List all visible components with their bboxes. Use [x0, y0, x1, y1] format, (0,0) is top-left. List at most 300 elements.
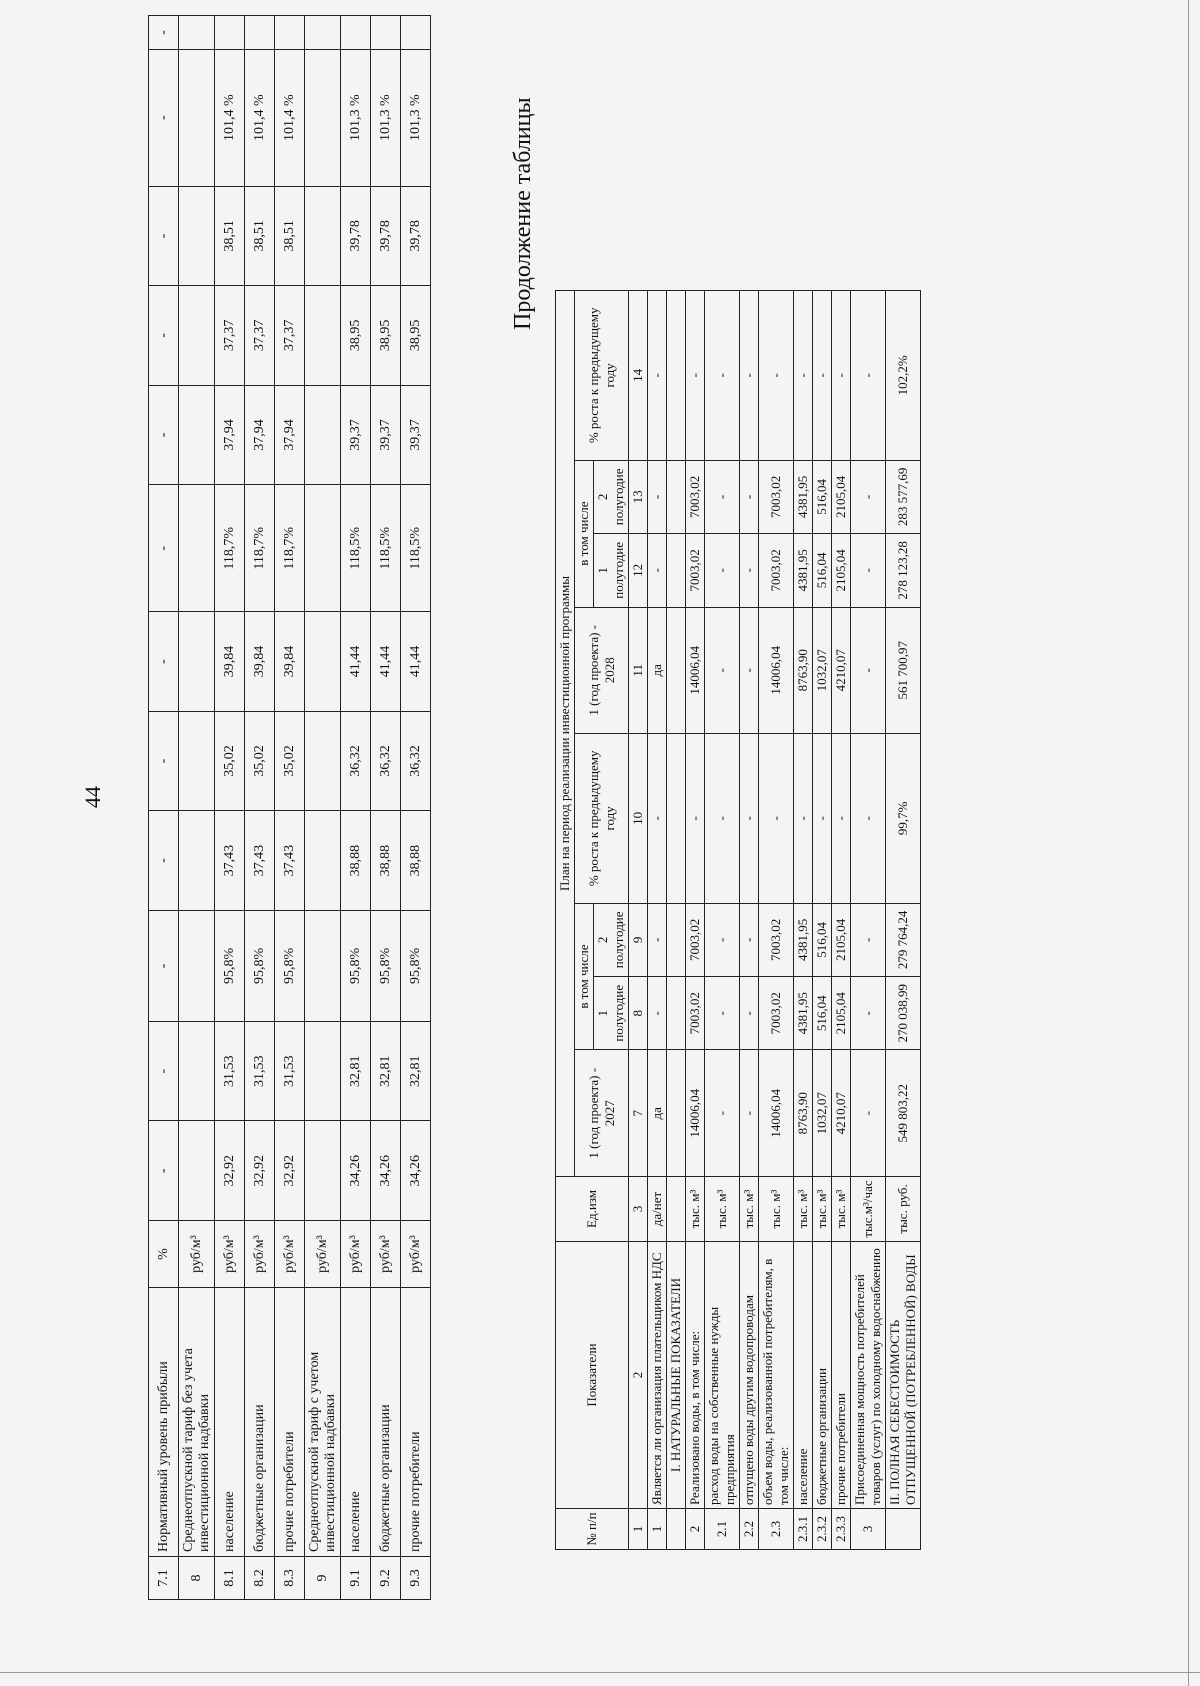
row-name: прочие потребители: [832, 1242, 851, 1509]
value-cell: -: [149, 485, 179, 612]
value-cell: [305, 385, 341, 485]
value-cell: 38,51: [275, 186, 305, 286]
row-unit: тыс. м³: [759, 1177, 794, 1242]
value-cell: -: [686, 291, 705, 461]
value-cell: 34,26: [401, 1121, 431, 1221]
table-row: [886, 291, 921, 1550]
value-cell: 7003,02: [759, 534, 794, 607]
value-cell: [667, 903, 686, 976]
row-number: 8.3: [275, 1557, 305, 1600]
value-cell: 102,2%: [886, 291, 921, 461]
row-number: 2.1: [705, 1509, 740, 1550]
value-cell: -: [851, 903, 886, 976]
value-cell: [179, 485, 215, 612]
table-row: [832, 291, 851, 1550]
table-row: [851, 291, 886, 1550]
value-cell: -: [851, 977, 886, 1050]
header-plan: План на период реализации инвестиционной программы: [556, 291, 575, 1177]
value-cell: [667, 1050, 686, 1177]
value-cell: -: [705, 977, 740, 1050]
row-number: 9.3: [401, 1557, 431, 1600]
value-cell: -: [648, 977, 667, 1050]
row-unit: руб/м³: [215, 1221, 245, 1288]
value-cell: [667, 534, 686, 607]
value-cell: [179, 1021, 215, 1121]
value-cell: [305, 910, 341, 1021]
value-cell: -: [851, 734, 886, 904]
value-cell: -: [740, 1050, 759, 1177]
value-cell: -: [740, 291, 759, 461]
table-row: [371, 16, 401, 1600]
value-cell: -: [740, 734, 759, 904]
value-cell: да: [648, 1050, 667, 1177]
header-half-1: 1 полугодие: [594, 977, 629, 1050]
row-unit: тыс. м³: [740, 1177, 759, 1242]
row-unit: руб/м³: [275, 1221, 305, 1288]
value-cell: 7003,02: [686, 534, 705, 607]
value-cell: 118,7%: [245, 485, 275, 612]
row-name: Среднеотпускной тариф с учетом инвестиционной надбавки: [305, 1288, 341, 1557]
value-cell: 37,43: [215, 811, 245, 911]
value-cell: 37,37: [275, 286, 305, 386]
row-unit: тыс. м³: [813, 1177, 832, 1242]
table-row: [215, 16, 245, 1600]
value-cell: -: [851, 534, 886, 607]
value-cell: [305, 1121, 341, 1221]
value-cell: -: [794, 734, 813, 904]
page-edge: [0, 1672, 1200, 1673]
row-name: население: [215, 1288, 245, 1557]
row-name: Реализовано воды, в том числе:: [686, 1242, 705, 1509]
value-cell: -: [813, 291, 832, 461]
table-row: [648, 291, 667, 1550]
value-cell: -: [705, 903, 740, 976]
value-cell: 39,37: [371, 385, 401, 485]
value-cell: -: [705, 607, 740, 734]
row-name: Нормативный уровень прибыли: [149, 1288, 179, 1557]
value-cell: 36,32: [371, 711, 401, 811]
table-row: [667, 291, 686, 1550]
value-cell: 41,44: [371, 612, 401, 712]
value-cell: 95,8%: [245, 910, 275, 1021]
value-cell: 118,7%: [215, 485, 245, 612]
value-cell: 283 577,69: [886, 460, 921, 533]
header-year-2028: 1 (год проекта) - 2028: [575, 607, 629, 734]
value-cell: 4381,95: [794, 977, 813, 1050]
value-cell: 516,04: [813, 903, 832, 976]
value-cell: 516,04: [813, 534, 832, 607]
header-num: № п/п: [556, 1509, 629, 1550]
row-name: отпущено воды другим водопроводам: [740, 1242, 759, 1509]
value-cell: 39,37: [341, 385, 371, 485]
value-cell: 7003,02: [759, 977, 794, 1050]
value-cell: 32,92: [215, 1121, 245, 1221]
value-cell: 7003,02: [686, 977, 705, 1050]
value-cell: 34,26: [371, 1121, 401, 1221]
value-cell: 38,95: [341, 286, 371, 386]
row-number: 7.1: [149, 1557, 179, 1600]
row-number: 2.3: [759, 1509, 794, 1550]
table-row: [686, 291, 705, 1550]
column-number: 1: [629, 1509, 648, 1550]
section-title: I. НАТУРАЛЬНЫЕ ПОКАЗАТЕЛИ: [667, 1242, 686, 1509]
row-number: 1: [648, 1509, 667, 1550]
column-number: 2: [629, 1242, 648, 1509]
value-cell: [179, 49, 215, 186]
value-cell: [305, 286, 341, 386]
value-cell: -: [149, 286, 179, 386]
value-cell: -: [149, 186, 179, 286]
value-cell: [667, 460, 686, 533]
row-name: прочие потребители: [275, 1288, 305, 1557]
table-row: [705, 291, 740, 1550]
value-cell: 7003,02: [686, 903, 705, 976]
value-cell: [179, 711, 215, 811]
value-cell: 39,78: [341, 186, 371, 286]
value-cell: [401, 16, 431, 50]
value-cell: 14006,04: [759, 1050, 794, 1177]
value-cell: -: [149, 811, 179, 911]
row-unit: тыс. м³: [686, 1177, 705, 1242]
row-number: [886, 1509, 921, 1550]
value-cell: -: [149, 49, 179, 186]
row-name: бюджетные организации: [813, 1242, 832, 1509]
value-cell: 38,51: [215, 186, 245, 286]
column-number: 7: [629, 1050, 648, 1177]
value-cell: 95,8%: [275, 910, 305, 1021]
value-cell: 32,81: [341, 1021, 371, 1121]
row-number: [667, 1509, 686, 1550]
value-cell: [275, 16, 305, 50]
value-cell: -: [740, 460, 759, 533]
value-cell: 516,04: [813, 977, 832, 1050]
value-cell: 7003,02: [759, 460, 794, 533]
row-number: 9.1: [341, 1557, 371, 1600]
value-cell: 4210,07: [832, 1050, 851, 1177]
value-cell: -: [832, 291, 851, 461]
value-cell: 35,02: [275, 711, 305, 811]
value-cell: 38,95: [371, 286, 401, 386]
header-growth: % роста к предыдущему году: [575, 291, 629, 461]
value-cell: 38,88: [341, 811, 371, 911]
row-number: 3: [851, 1509, 886, 1550]
value-cell: 37,94: [245, 385, 275, 485]
value-cell: -: [740, 607, 759, 734]
row-name: население: [794, 1242, 813, 1509]
value-cell: -: [740, 977, 759, 1050]
value-cell: -: [648, 903, 667, 976]
value-cell: 32,81: [371, 1021, 401, 1121]
row-name: население: [341, 1288, 371, 1557]
table-row: [740, 291, 759, 1550]
row-unit: тыс. м³: [794, 1177, 813, 1242]
header-half-1: 1 полугодие: [594, 534, 629, 607]
value-cell: 118,5%: [341, 485, 371, 612]
value-cell: -: [813, 734, 832, 904]
value-cell: 7003,02: [759, 903, 794, 976]
row-name: Среднеотпускной тариф без учета инвестиционной надбавки: [179, 1288, 215, 1557]
value-cell: [215, 16, 245, 50]
value-cell: -: [794, 291, 813, 461]
value-cell: [179, 385, 215, 485]
value-cell: -: [851, 1050, 886, 1177]
table-row: [149, 16, 179, 1600]
value-cell: 14006,04: [686, 607, 705, 734]
value-cell: -: [149, 612, 179, 712]
value-cell: 37,43: [275, 811, 305, 911]
value-cell: 4210,07: [832, 607, 851, 734]
row-number: 2.2: [740, 1509, 759, 1550]
value-cell: 37,43: [245, 811, 275, 911]
row-name: прочие потребители: [401, 1288, 431, 1557]
value-cell: -: [759, 291, 794, 461]
column-number: 3: [629, 1177, 648, 1242]
row-unit: руб/м³: [305, 1221, 341, 1288]
header-half-2: 2 полугодие: [594, 903, 629, 976]
value-cell: -: [740, 903, 759, 976]
value-cell: 38,95: [401, 286, 431, 386]
value-cell: 39,84: [275, 612, 305, 712]
value-cell: -: [149, 711, 179, 811]
value-cell: 95,8%: [215, 910, 245, 1021]
value-cell: -: [851, 607, 886, 734]
header-year-2027: 1 (год проекта) - 2027: [575, 1050, 629, 1177]
row-number: 9: [305, 1557, 341, 1600]
value-cell: 32,81: [401, 1021, 431, 1121]
row-name: II. ПОЛНАЯ СЕБЕСТОИМОСТЬ ОТПУЩЕННОЙ (ПОТРЕБЛЕННОЙ) ВОДЫ: [886, 1242, 921, 1509]
value-cell: да: [648, 607, 667, 734]
value-cell: 32,92: [245, 1121, 275, 1221]
value-cell: 31,53: [245, 1021, 275, 1121]
value-cell: 41,44: [401, 612, 431, 712]
value-cell: 2105,04: [832, 977, 851, 1050]
value-cell: 39,37: [401, 385, 431, 485]
page-number: 44: [80, 786, 105, 808]
value-cell: 278 123,28: [886, 534, 921, 607]
value-cell: 2105,04: [832, 460, 851, 533]
page-edge: [1188, 0, 1189, 1686]
row-unit: тыс.м³/час: [851, 1177, 886, 1242]
value-cell: 8763,90: [794, 1050, 813, 1177]
value-cell: 516,04: [813, 460, 832, 533]
value-cell: 2105,04: [832, 903, 851, 976]
continuation-title: Продолжение таблицы: [510, 97, 536, 330]
value-cell: 101,3 %: [371, 49, 401, 186]
value-cell: 549 803,22: [886, 1050, 921, 1177]
row-number: 9.2: [371, 1557, 401, 1600]
value-cell: [179, 186, 215, 286]
value-cell: [305, 16, 341, 50]
upper-table-container: [148, 15, 431, 1600]
row-unit: руб/м³: [245, 1221, 275, 1288]
table-row: [813, 291, 832, 1550]
value-cell: -: [686, 734, 705, 904]
value-cell: 270 038,99: [886, 977, 921, 1050]
value-cell: -: [149, 1021, 179, 1121]
header-incl: в том числе: [575, 460, 594, 607]
value-cell: 1032,07: [813, 607, 832, 734]
value-cell: 31,53: [275, 1021, 305, 1121]
column-number: 14: [629, 291, 648, 461]
value-cell: 1032,07: [813, 1050, 832, 1177]
row-number: 2: [686, 1509, 705, 1550]
value-cell: 39,84: [215, 612, 245, 712]
row-name: объем воды, реализованной потребителям, в том числе:: [759, 1242, 794, 1509]
value-cell: 37,94: [215, 385, 245, 485]
value-cell: 32,92: [275, 1121, 305, 1221]
upper-table: [148, 15, 431, 1600]
header-half-2: 2 полугодие: [594, 460, 629, 533]
value-cell: [179, 286, 215, 386]
value-cell: 101,3 %: [401, 49, 431, 186]
value-cell: -: [759, 734, 794, 904]
value-cell: [667, 977, 686, 1050]
value-cell: 31,53: [215, 1021, 245, 1121]
value-cell: -: [740, 534, 759, 607]
column-number: 9: [629, 903, 648, 976]
value-cell: [341, 16, 371, 50]
value-cell: 14006,04: [686, 1050, 705, 1177]
value-cell: -: [705, 1050, 740, 1177]
value-cell: -: [705, 534, 740, 607]
value-cell: 41,44: [341, 612, 371, 712]
value-cell: 34,26: [341, 1121, 371, 1221]
value-cell: 4381,95: [794, 903, 813, 976]
value-cell: -: [851, 460, 886, 533]
value-cell: -: [705, 291, 740, 461]
row-unit: тыс. м³: [705, 1177, 740, 1242]
row-number: 8.1: [215, 1557, 245, 1600]
value-cell: [305, 811, 341, 911]
value-cell: 38,51: [245, 186, 275, 286]
row-name: бюджетные организации: [371, 1288, 401, 1557]
row-unit: да/нет: [648, 1177, 667, 1242]
value-cell: 38,88: [401, 811, 431, 911]
value-cell: 118,5%: [401, 485, 431, 612]
value-cell: 39,78: [371, 186, 401, 286]
table-row: [275, 16, 305, 1600]
table-row: [794, 291, 813, 1550]
value-cell: -: [149, 910, 179, 1021]
row-number: 2.3.2: [813, 1509, 832, 1550]
value-cell: 99,7%: [886, 734, 921, 904]
row-number: 2.3.3: [832, 1509, 851, 1550]
row-unit: руб/м³: [179, 1221, 215, 1288]
column-number: 12: [629, 534, 648, 607]
table-row: [401, 16, 431, 1600]
value-cell: [305, 485, 341, 612]
header-unit: Ед.изм: [556, 1177, 629, 1242]
value-cell: 37,37: [245, 286, 275, 386]
lower-table: [555, 290, 921, 1550]
value-cell: 101,4 %: [215, 49, 245, 186]
value-cell: -: [648, 460, 667, 533]
value-cell: 7003,02: [686, 460, 705, 533]
row-number: 2.3.1: [794, 1509, 813, 1550]
value-cell: 95,8%: [341, 910, 371, 1021]
value-cell: -: [705, 734, 740, 904]
value-cell: [179, 16, 215, 50]
value-cell: -: [648, 534, 667, 607]
value-cell: 118,7%: [275, 485, 305, 612]
header-growth: % роста к предыдущему году: [575, 734, 629, 904]
header-name: Показатели: [556, 1242, 629, 1509]
row-unit: руб/м³: [371, 1221, 401, 1288]
table-row: [245, 16, 275, 1600]
value-cell: -: [832, 734, 851, 904]
value-cell: [305, 711, 341, 811]
value-cell: 35,02: [215, 711, 245, 811]
value-cell: 4381,95: [794, 460, 813, 533]
table-row: [179, 16, 215, 1600]
value-cell: 4381,95: [794, 534, 813, 607]
value-cell: [305, 186, 341, 286]
value-cell: 35,02: [245, 711, 275, 811]
row-name: расход воды на собственные нужды предприятия: [705, 1242, 740, 1509]
value-cell: 561 700,97: [886, 607, 921, 734]
value-cell: 37,37: [215, 286, 245, 386]
value-cell: -: [705, 460, 740, 533]
value-cell: [667, 734, 686, 904]
value-cell: 118,5%: [371, 485, 401, 612]
value-cell: 38,88: [371, 811, 401, 911]
value-cell: [305, 1021, 341, 1121]
value-cell: 101,4 %: [245, 49, 275, 186]
row-number: 8: [179, 1557, 215, 1600]
value-cell: 279 764,24: [886, 903, 921, 976]
value-cell: [667, 607, 686, 734]
value-cell: -: [149, 1121, 179, 1221]
column-number: 13: [629, 460, 648, 533]
value-cell: [305, 612, 341, 712]
value-cell: [667, 291, 686, 461]
value-cell: 36,32: [341, 711, 371, 811]
value-cell: 101,4 %: [275, 49, 305, 186]
header-incl: в том числе: [575, 903, 594, 1050]
value-cell: 39,78: [401, 186, 431, 286]
column-number: 8: [629, 977, 648, 1050]
column-number: 10: [629, 734, 648, 904]
table-row: [759, 291, 794, 1550]
value-cell: 95,8%: [371, 910, 401, 1021]
value-cell: [179, 1121, 215, 1221]
value-cell: [305, 49, 341, 186]
value-cell: [179, 612, 215, 712]
row-unit: руб/м³: [341, 1221, 371, 1288]
column-number: 11: [629, 607, 648, 734]
value-cell: 101,3 %: [341, 49, 371, 186]
row-unit: тыс. м³: [832, 1177, 851, 1242]
value-cell: -: [149, 16, 179, 50]
value-cell: [179, 910, 215, 1021]
row-unit: %: [149, 1221, 179, 1288]
table-row: [341, 16, 371, 1600]
value-cell: -: [851, 291, 886, 461]
value-cell: 36,32: [401, 711, 431, 811]
row-name: Присоединенная мощность потребителей товаров (услуг) по холодному водоснабжению: [851, 1242, 886, 1509]
value-cell: 37,94: [275, 385, 305, 485]
value-cell: 14006,04: [759, 607, 794, 734]
row-number: 8.2: [245, 1557, 275, 1600]
value-cell: -: [648, 734, 667, 904]
value-cell: [179, 811, 215, 911]
value-cell: 8763,90: [794, 607, 813, 734]
value-cell: 2105,04: [832, 534, 851, 607]
row-unit: [667, 1177, 686, 1242]
value-cell: [245, 16, 275, 50]
value-cell: -: [648, 291, 667, 461]
lower-table-container: [555, 290, 921, 1550]
